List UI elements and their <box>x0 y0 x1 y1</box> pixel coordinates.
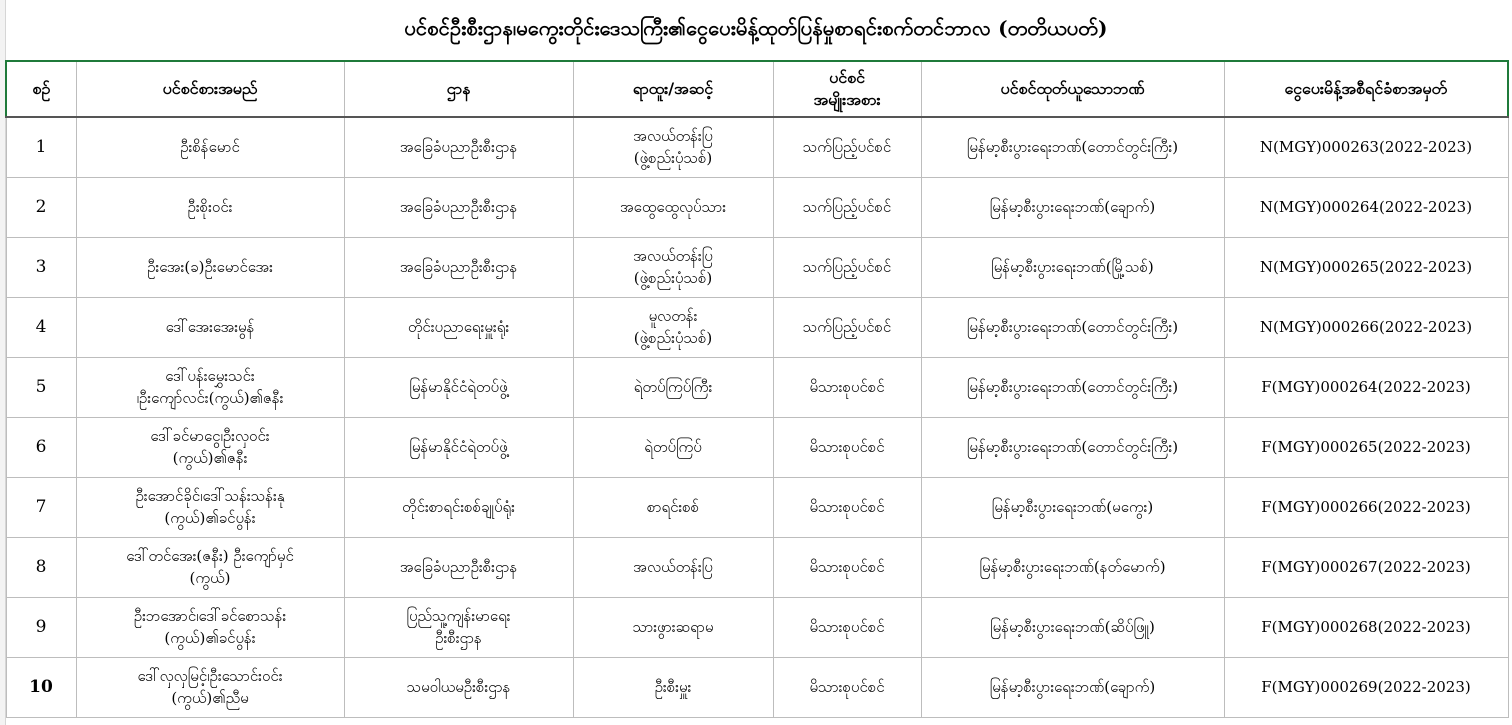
sheet-title: ပင်စင်ဦးစီးဌာန၊မကွေးတိုင်းဒေသကြီး၏ငွေပေးမိန့်ထုတ်ပြန်မှုစာရင်းစက်တင်ဘာလ (တတိယပတ်) <box>404 16 1108 40</box>
cell-department[interactable]: မြန်မာနိုင်ငံရဲတပ်ဖွဲ့ <box>344 417 573 477</box>
cell-name[interactable]: ဦးအောင်ခိုင်၊ဒေါ်သန်းသန်းနု (ကွယ်)၏ခင်ပွန်း <box>76 477 344 537</box>
header-report-number[interactable]: ငွေပေးမိန့်အစီရင်ခံစာအမှတ် <box>1224 61 1508 117</box>
cell-serial[interactable]: 8 <box>6 537 76 597</box>
cell-report-number[interactable]: N(MGY)000266(2022-2023) <box>1224 297 1508 357</box>
header-bank[interactable]: ပင်စင်ထုတ်ယူသောဘဏ် <box>921 61 1224 117</box>
cell-name[interactable]: ဒေါ်အေးအေးမွန် <box>76 297 344 357</box>
cell-department[interactable]: တိုင်းစာရင်းစစ်ချုပ်ရုံး <box>344 477 573 537</box>
cell-rank[interactable]: ဦးစီးမှူး <box>573 657 773 717</box>
cell-department[interactable]: ပြည်သူ့ကျန်းမာရေး ဦးစီးဌာန <box>344 597 573 657</box>
cell-pension-type[interactable]: မိသားစုပင်စင် <box>773 597 921 657</box>
pension-table <box>5 60 1509 718</box>
cell-bank[interactable]: မြန်မာ့စီးပွားရေးဘဏ်(တောင်တွင်းကြီး) <box>921 297 1224 357</box>
header-department[interactable]: ဌာန <box>344 61 573 117</box>
cell-department[interactable]: တိုင်းပညာရေးမှူးရုံး <box>344 297 573 357</box>
cell-serial[interactable]: 5 <box>6 357 76 417</box>
cell-department[interactable]: သမဝါယမဦးစီးဌာန <box>344 657 573 717</box>
cell-report-number[interactable]: F(MGY)000264(2022-2023) <box>1224 357 1508 417</box>
table-row <box>6 597 1508 657</box>
table-row <box>6 477 1508 537</box>
table-row <box>6 357 1508 417</box>
header-rank[interactable]: ရာထူး/အဆင့် <box>573 61 773 117</box>
cell-serial[interactable]: 7 <box>6 477 76 537</box>
cell-bank[interactable]: မြန်မာ့စီးပွားရေးဘဏ်(နတ်မောက်) <box>921 537 1224 597</box>
cell-pension-type[interactable]: သက်ပြည့်ပင်စင် <box>773 297 921 357</box>
header-serial[interactable]: စဉ် <box>6 61 76 117</box>
cell-name[interactable]: ဦးအေး(ခ)ဦးမောင်အေး <box>76 237 344 297</box>
header-row <box>6 61 1508 117</box>
cell-report-number[interactable]: F(MGY)000269(2022-2023) <box>1224 657 1508 717</box>
table-row <box>6 177 1508 237</box>
cell-rank[interactable]: မူလတန်း (ဖွဲ့စည်းပုံသစ်) <box>573 297 773 357</box>
table-row <box>6 657 1508 717</box>
cell-serial[interactable]: 10 <box>6 657 76 717</box>
cell-name[interactable]: ဦးဘအောင်၊ဒေါ်ခင်စောသန်း (ကွယ်)၏ခင်ပွန်း <box>76 597 344 657</box>
cell-pension-type[interactable]: သက်ပြည့်ပင်စင် <box>773 117 921 177</box>
cell-serial[interactable]: 9 <box>6 597 76 657</box>
cell-bank[interactable]: မြန်မာ့စီးပွားရေးဘဏ်(မြို့သစ်) <box>921 237 1224 297</box>
cell-name[interactable]: ဒေါ်လှလှမြင့်၊ဦးသောင်းဝင်း (ကွယ်)၏ညီမ <box>76 657 344 717</box>
cell-pension-type[interactable]: သက်ပြည့်ပင်စင် <box>773 177 921 237</box>
cell-report-number[interactable]: F(MGY)000265(2022-2023) <box>1224 417 1508 477</box>
cell-pension-type[interactable]: မိသားစုပင်စင် <box>773 657 921 717</box>
cell-department[interactable]: အခြေခံပညာဦးစီးဌာန <box>344 177 573 237</box>
cell-report-number[interactable]: N(MGY)000263(2022-2023) <box>1224 117 1508 177</box>
table-row <box>6 117 1508 177</box>
table-row <box>6 237 1508 297</box>
cell-name[interactable]: ဦးစိုးဝင်း <box>76 177 344 237</box>
cell-department[interactable]: အခြေခံပညာဦးစီးဌာန <box>344 117 573 177</box>
cell-rank[interactable]: အလယ်တန်းပြ (ဖွဲ့စည်းပုံသစ်) <box>573 117 773 177</box>
cell-serial[interactable]: 2 <box>6 177 76 237</box>
cell-bank[interactable]: မြန်မာ့စီးပွားရေးဘဏ်(တောင်တွင်းကြီး) <box>921 117 1224 177</box>
cell-rank[interactable]: အထွေထွေလုပ်သား <box>573 177 773 237</box>
header-pensioner-name[interactable]: ပင်စင်စားအမည် <box>76 61 344 117</box>
cell-name[interactable]: ဦးစိန်မောင် <box>76 117 344 177</box>
cell-serial[interactable]: 3 <box>6 237 76 297</box>
table-row <box>6 537 1508 597</box>
cell-rank[interactable]: စာရင်းစစ် <box>573 477 773 537</box>
cell-serial[interactable]: 1 <box>6 117 76 177</box>
cell-bank[interactable]: မြန်မာ့စီးပွားရေးဘဏ်(ချောက်) <box>921 177 1224 237</box>
table-row <box>6 297 1508 357</box>
cell-name[interactable]: ဒေါ်ခင်မာငွေ၊ဦးလှဝင်း (ကွယ်)၏ဇနီး <box>76 417 344 477</box>
cell-bank[interactable]: မြန်မာ့စီးပွားရေးဘဏ်(တောင်တွင်းကြီး) <box>921 357 1224 417</box>
cell-name[interactable]: ဒေါ်ပန်းမွှေးသင်း ၊ဦးကျော်လင်း(ကွယ်)၏ဇနီး <box>76 357 344 417</box>
cell-bank[interactable]: မြန်မာ့စီးပွားရေးဘဏ်(တောင်တွင်းကြီး) <box>921 417 1224 477</box>
cell-report-number[interactable]: F(MGY)000266(2022-2023) <box>1224 477 1508 537</box>
cell-rank[interactable]: သားဖွားဆရာမ <box>573 597 773 657</box>
cell-pension-type[interactable]: မိသားစုပင်စင် <box>773 417 921 477</box>
cell-pension-type[interactable]: မိသားစုပင်စင် <box>773 537 921 597</box>
cell-report-number[interactable]: F(MGY)000267(2022-2023) <box>1224 537 1508 597</box>
cell-serial[interactable]: 6 <box>6 417 76 477</box>
cell-bank[interactable]: မြန်မာ့စီးပွားရေးဘဏ်(ချောက်) <box>921 657 1224 717</box>
cell-rank[interactable]: ရဲတပ်ကြပ် <box>573 417 773 477</box>
cell-report-number[interactable]: N(MGY)000264(2022-2023) <box>1224 177 1508 237</box>
cell-pension-type[interactable]: သက်ပြည့်ပင်စင် <box>773 237 921 297</box>
table-row <box>6 417 1508 477</box>
cell-rank[interactable]: အလယ်တန်းပြ (ဖွဲ့စည်းပုံသစ်) <box>573 237 773 297</box>
cell-bank[interactable]: မြန်မာ့စီးပွားရေးဘဏ်(မကွေး) <box>921 477 1224 537</box>
cell-rank[interactable]: အလယ်တန်းပြ <box>573 537 773 597</box>
cell-department[interactable]: အခြေခံပညာဦးစီးဌာန <box>344 537 573 597</box>
cell-department[interactable]: အခြေခံပညာဦးစီးဌာန <box>344 237 573 297</box>
cell-bank[interactable]: မြန်မာ့စီးပွားရေးဘဏ်(ဆိပ်ဖြူ) <box>921 597 1224 657</box>
cell-report-number[interactable]: N(MGY)000265(2022-2023) <box>1224 237 1508 297</box>
header-pension-type[interactable]: ပင်စင် အမျိုးအစား <box>773 61 921 117</box>
cell-pension-type[interactable]: မိသားစုပင်စင် <box>773 357 921 417</box>
cell-serial[interactable]: 4 <box>6 297 76 357</box>
cell-pension-type[interactable]: မိသားစုပင်စင် <box>773 477 921 537</box>
cell-department[interactable]: မြန်မာနိုင်ငံရဲတပ်ဖွဲ့ <box>344 357 573 417</box>
cell-name[interactable]: ဒေါ်တင်အေး(ဇနီး) ဦးကျော်မှင် (ကွယ်) <box>76 537 344 597</box>
cell-rank[interactable]: ရဲတပ်ကြပ်ကြီး <box>573 357 773 417</box>
cell-report-number[interactable]: F(MGY)000268(2022-2023) <box>1224 597 1508 657</box>
